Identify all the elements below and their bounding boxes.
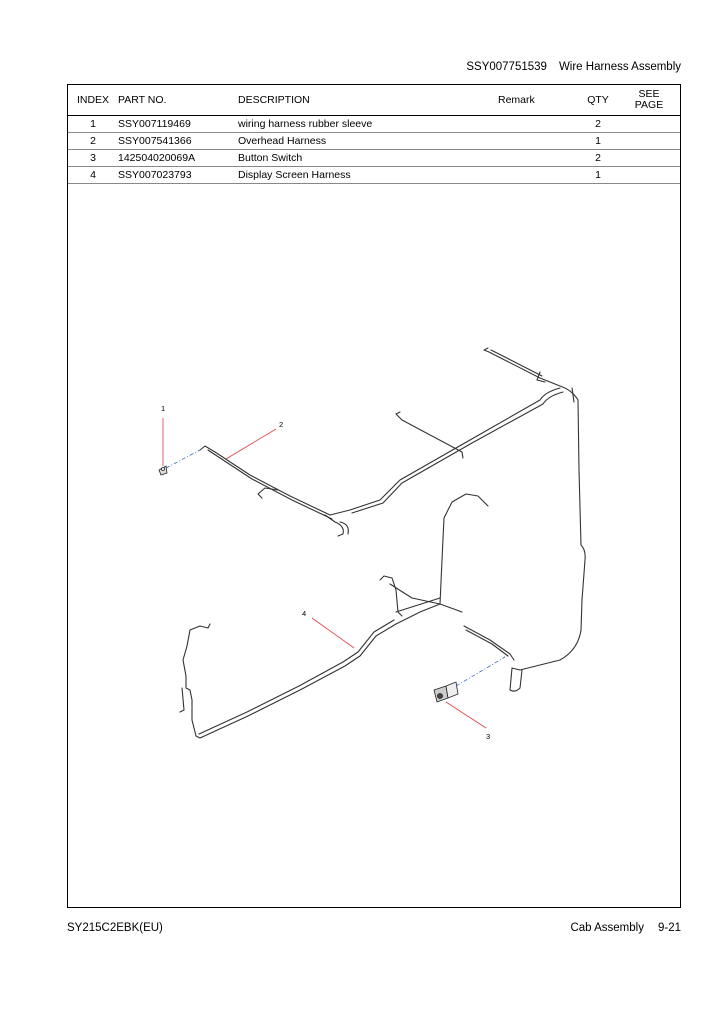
callout-4: 4 (302, 609, 307, 618)
cell-part-no: SSY007119469 (118, 116, 238, 133)
overhead-harness-wire (491, 350, 542, 376)
leader-line-4 (312, 618, 354, 648)
col-see-page-line2: PAGE (634, 99, 664, 111)
rubber-sleeve-part (159, 466, 167, 475)
col-index: INDEX (68, 85, 118, 116)
overhead-harness-wire (208, 450, 332, 519)
overhead-harness-wire (396, 412, 463, 458)
cell-qty: 2 (578, 116, 618, 133)
footer-section (570, 922, 681, 934)
col-see-page-line1: SEE (638, 88, 660, 100)
display-harness-wire (180, 688, 184, 712)
cell-part-no: SSY007541366 (118, 133, 238, 150)
cell-index: 1 (68, 116, 118, 133)
cell-index: 3 (68, 150, 118, 167)
overhead-harness-wire (352, 392, 563, 513)
cell-index: 2 (68, 133, 118, 150)
cell-qty: 2 (578, 150, 618, 167)
col-description: DESCRIPTION (238, 85, 498, 116)
display-harness-wire (199, 620, 394, 734)
header-title: Wire Harness Assembly (558, 61, 681, 73)
leader-line-2 (226, 429, 276, 459)
footer-model: SY215C2EBK(EU) (67, 922, 163, 934)
cell-qty: 1 (578, 167, 618, 184)
footer-page-number: 9-21 (657, 922, 681, 934)
cell-description: wiring harness rubber sleeve (238, 116, 498, 133)
display-harness-wire (380, 576, 402, 616)
col-part-no: PART NO. (118, 85, 238, 116)
display-harness-wire (390, 584, 462, 612)
cell-description: Display Screen Harness (238, 167, 498, 184)
button-switch-part (434, 682, 458, 702)
display-harness-wire (396, 598, 440, 612)
cell-index: 4 (68, 167, 118, 184)
overhead-harness-wire (325, 515, 343, 536)
display-harness-wire (466, 630, 508, 656)
leader-line-3 (446, 702, 486, 728)
header-part-number: SSY007751539 (466, 61, 547, 73)
assembly-line-1 (166, 450, 200, 468)
cell-part-no: 142504020069A (118, 150, 238, 167)
callout-2: 2 (279, 420, 284, 429)
assembly-line-3 (456, 657, 505, 686)
overhead-harness-wire (330, 388, 560, 515)
cell-description: Overhead Harness (238, 133, 498, 150)
overhead-harness-wire (200, 446, 330, 515)
col-qty: QTY (578, 85, 618, 116)
overhead-harness-wire (484, 348, 585, 691)
cell-description: Button Switch (238, 150, 498, 167)
cell-part-no: SSY007023793 (118, 167, 238, 184)
display-harness-wire (196, 494, 488, 738)
overhead-harness-wire (340, 522, 348, 534)
footer-section-name: Cab Assembly (570, 922, 644, 934)
callout-3: 3 (486, 732, 491, 741)
overhead-harness-wire (258, 488, 278, 498)
display-harness-wire (183, 624, 210, 736)
col-remark: Remark (498, 85, 578, 116)
cell-qty: 1 (578, 133, 618, 150)
callout-1: 1 (161, 404, 166, 413)
